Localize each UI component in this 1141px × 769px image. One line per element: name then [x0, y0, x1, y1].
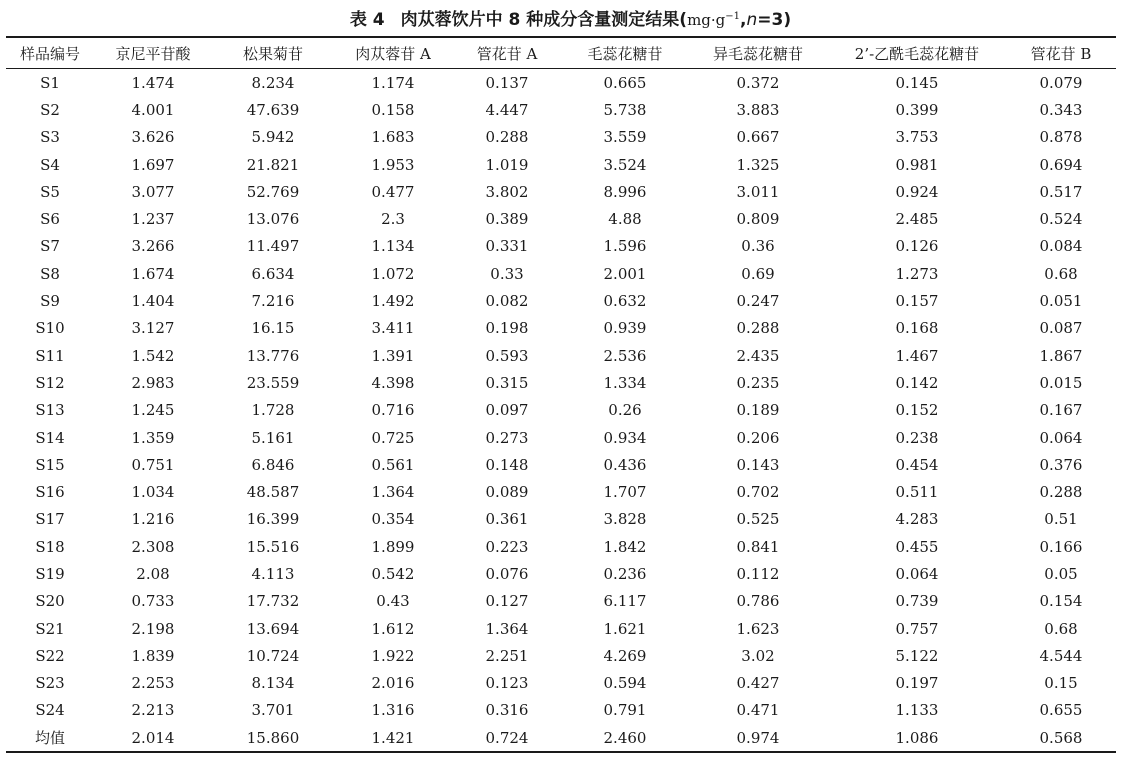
table-row: [6, 369, 1116, 396]
column-header: 样品编号: [19, 44, 80, 63]
value-cell: 8.234: [251, 73, 295, 92]
table-row: [6, 69, 1116, 97]
sample-id-cell: S1: [40, 73, 60, 92]
sample-id-cell: S19: [35, 564, 65, 583]
value-cell: 0.015: [1039, 373, 1083, 392]
sample-id-cell: S9: [40, 292, 60, 311]
value-cell: 0.878: [1039, 128, 1083, 147]
value-cell: 0.127: [485, 592, 529, 611]
value-cell: 0.372: [736, 73, 780, 92]
value-cell: 0.112: [736, 564, 780, 583]
sample-id-cell: S7: [40, 237, 60, 256]
value-cell: 0.477: [371, 182, 415, 201]
value-cell: 0.354: [371, 510, 415, 529]
value-cell: 2.213: [131, 701, 175, 720]
value-cell: 1.325: [736, 155, 780, 174]
value-cell: 0.097: [485, 401, 529, 420]
table-row: [6, 642, 1116, 669]
value-cell: 6.634: [251, 264, 295, 283]
value-cell: 0.542: [371, 564, 415, 583]
value-cell: 1.707: [603, 483, 647, 502]
value-cell: 0.517: [1039, 182, 1083, 201]
mean-row: [6, 724, 1116, 752]
column-header: 管花苷 A: [476, 44, 538, 63]
value-cell: 3.753: [895, 128, 939, 147]
value-cell: 4.544: [1039, 646, 1083, 665]
value-cell: 0.087: [1039, 319, 1083, 338]
value-cell: 0.064: [895, 564, 939, 583]
value-cell: 2.536: [603, 346, 647, 365]
value-cell: 23.559: [246, 373, 300, 392]
value-cell: 0.247: [736, 292, 780, 311]
value-cell: 0.166: [1039, 537, 1083, 556]
value-cell: 2.983: [131, 373, 175, 392]
value-cell: 0.568: [1039, 728, 1083, 747]
column-header: 异毛蕊花糖苷: [712, 44, 803, 63]
value-cell: 3.802: [485, 182, 529, 201]
sample-id-cell: S18: [35, 537, 65, 556]
value-cell: 0.051: [1039, 292, 1083, 311]
sample-id-cell: S22: [35, 646, 65, 665]
value-cell: 1.899: [371, 537, 415, 556]
value-cell: 0.436: [603, 455, 647, 474]
value-cell: 0.69: [741, 264, 775, 283]
value-cell: 0.702: [736, 483, 780, 502]
value-cell: 16.399: [246, 510, 300, 529]
table-row: [6, 151, 1116, 178]
value-cell: 0.454: [895, 455, 939, 474]
value-cell: 0.197: [895, 674, 939, 693]
value-cell: 8.134: [251, 674, 295, 693]
value-cell: 7.216: [251, 292, 295, 311]
table-row: [6, 205, 1116, 232]
caption-unit: [687, 11, 740, 29]
value-cell: 0.51: [1044, 510, 1078, 529]
value-cell: 16.15: [251, 319, 295, 338]
value-cell: 1.034: [131, 483, 175, 502]
value-cell: 2.016: [371, 674, 415, 693]
value-cell: 3.077: [131, 182, 175, 201]
value-cell: 1.072: [371, 264, 415, 283]
value-cell: 1.492: [371, 292, 415, 311]
value-cell: 0.089: [485, 483, 529, 502]
value-cell: 0.158: [371, 100, 415, 119]
value-cell: 1.867: [1039, 346, 1083, 365]
table-row: [6, 96, 1116, 123]
value-cell: 0.427: [736, 674, 780, 693]
value-cell: 0.126: [895, 237, 939, 256]
value-cell: 4.398: [371, 373, 415, 392]
column-header: 毛蕊花糖苷: [587, 44, 663, 63]
value-cell: 0.841: [736, 537, 780, 556]
value-cell: 3.524: [603, 155, 647, 174]
value-cell: 0.924: [895, 182, 939, 201]
value-cell: 0.809: [736, 210, 780, 229]
sample-id-cell: S4: [40, 155, 60, 174]
value-cell: 0.757: [895, 619, 939, 638]
value-cell: 1.474: [131, 73, 175, 92]
caption-separator: ,: [740, 10, 747, 30]
value-cell: 5.942: [251, 128, 295, 147]
table-row: [6, 342, 1116, 369]
value-cell: 3.626: [131, 128, 175, 147]
value-cell: 0.36: [741, 237, 775, 256]
table-row: [6, 478, 1116, 505]
value-cell: 1.621: [603, 619, 647, 638]
value-cell: 0.26: [608, 401, 642, 420]
value-cell: 0.137: [485, 73, 529, 92]
value-cell: 2.308: [131, 537, 175, 556]
value-cell: 0.786: [736, 592, 780, 611]
value-cell: 13.776: [246, 346, 300, 365]
table-row: [6, 397, 1116, 424]
value-cell: 13.076: [246, 210, 300, 229]
value-cell: 0.343: [1039, 100, 1083, 119]
sample-id-cell: S12: [35, 373, 65, 392]
value-cell: 1.683: [371, 128, 415, 147]
value-cell: 0.082: [485, 292, 529, 311]
value-cell: 0.084: [1039, 237, 1083, 256]
value-cell: 4.001: [131, 100, 175, 119]
value-cell: 1.019: [485, 155, 529, 174]
value-cell: 2.251: [485, 646, 529, 665]
value-cell: 2.198: [131, 619, 175, 638]
value-cell: 1.316: [371, 701, 415, 720]
value-cell: 1.674: [131, 264, 175, 283]
value-cell: 0.315: [485, 373, 529, 392]
table-row: [6, 697, 1116, 724]
value-cell: 2.460: [603, 728, 647, 747]
value-cell: 1.334: [603, 373, 647, 392]
value-cell: 2.001: [603, 264, 647, 283]
value-cell: 0.632: [603, 292, 647, 311]
caption-n-symbol: n: [746, 10, 758, 30]
value-cell: 1.728: [251, 401, 295, 420]
value-cell: 5.161: [251, 428, 295, 447]
value-cell: 0.331: [485, 237, 529, 256]
sample-id-cell: S16: [35, 483, 65, 502]
value-cell: 1.839: [131, 646, 175, 665]
table-row: [6, 615, 1116, 642]
column-header: 肉苁蓉苷 A: [355, 44, 431, 63]
value-cell: 1.086: [895, 728, 939, 747]
value-cell: 0.236: [603, 564, 647, 583]
value-cell: 0.655: [1039, 701, 1083, 720]
value-cell: 0.15: [1044, 674, 1078, 693]
value-cell: 0.148: [485, 455, 529, 474]
value-cell: 0.939: [603, 319, 647, 338]
value-cell: 2.485: [895, 210, 939, 229]
value-cell: 0.235: [736, 373, 780, 392]
table-row: [6, 560, 1116, 587]
value-cell: 8.996: [603, 182, 647, 201]
value-cell: 0.739: [895, 592, 939, 611]
value-cell: 3.828: [603, 510, 647, 529]
value-cell: 1.216: [131, 510, 175, 529]
value-cell: 1.364: [371, 483, 415, 502]
sample-id-cell: S17: [35, 510, 65, 529]
value-cell: 11.497: [246, 237, 300, 256]
value-cell: 0.525: [736, 510, 780, 529]
sample-id-cell: S14: [35, 428, 65, 447]
value-cell: 1.922: [371, 646, 415, 665]
table-body: [6, 69, 1116, 753]
value-cell: 0.288: [1039, 483, 1083, 502]
value-cell: 0.238: [895, 428, 939, 447]
value-cell: 1.623: [736, 619, 780, 638]
value-cell: 0.189: [736, 401, 780, 420]
value-cell: 0.154: [1039, 592, 1083, 611]
value-cell: 10.724: [246, 646, 300, 665]
value-cell: 3.883: [736, 100, 780, 119]
value-cell: 1.134: [371, 237, 415, 256]
value-cell: 0.934: [603, 428, 647, 447]
value-cell: 0.316: [485, 701, 529, 720]
sample-id-cell: S5: [40, 182, 60, 201]
value-cell: 3.559: [603, 128, 647, 147]
value-cell: 0.716: [371, 401, 415, 420]
value-cell: 1.359: [131, 428, 175, 447]
value-cell: 3.02: [741, 646, 775, 665]
value-cell: 6.846: [251, 455, 295, 474]
value-cell: 0.665: [603, 73, 647, 92]
value-cell: 0.974: [736, 728, 780, 747]
value-cell: 1.391: [371, 346, 415, 365]
value-cell: 0.724: [485, 728, 529, 747]
value-cell: 0.076: [485, 564, 529, 583]
sample-id-cell: S8: [40, 264, 60, 283]
value-cell: 0.561: [371, 455, 415, 474]
caption-label: 表 4: [349, 10, 385, 30]
value-cell: 1.467: [895, 346, 939, 365]
value-cell: 0.455: [895, 537, 939, 556]
value-cell: 1.542: [131, 346, 175, 365]
value-cell: 0.981: [895, 155, 939, 174]
value-cell: 3.127: [131, 319, 175, 338]
value-cell: 0.389: [485, 210, 529, 229]
sample-id-cell: S24: [35, 701, 65, 720]
value-cell: 0.725: [371, 428, 415, 447]
value-cell: 13.694: [246, 619, 300, 638]
results-table: [6, 36, 1116, 753]
value-cell: 1.697: [131, 155, 175, 174]
value-cell: 2.014: [131, 728, 175, 747]
value-cell: 0.733: [131, 592, 175, 611]
value-cell: 4.283: [895, 510, 939, 529]
table-row: [6, 233, 1116, 260]
value-cell: 0.143: [736, 455, 780, 474]
value-cell: 0.43: [376, 592, 410, 611]
sample-id-cell: S21: [35, 619, 65, 638]
value-cell: 52.769: [246, 182, 300, 201]
value-cell: 48.587: [246, 483, 300, 502]
value-cell: 1.237: [131, 210, 175, 229]
value-cell: 1.174: [371, 73, 415, 92]
value-cell: 1.421: [371, 728, 415, 747]
column-header: 管花苷 B: [1030, 44, 1092, 63]
value-cell: 0.079: [1039, 73, 1083, 92]
value-cell: 0.361: [485, 510, 529, 529]
value-cell: 5.122: [895, 646, 939, 665]
value-cell: 1.404: [131, 292, 175, 311]
table-header: [6, 37, 1116, 69]
value-cell: 2.3: [381, 210, 405, 229]
value-cell: 1.612: [371, 619, 415, 638]
value-cell: 5.738: [603, 100, 647, 119]
value-cell: 3.266: [131, 237, 175, 256]
column-header: 2’-乙酰毛蕊花糖苷: [854, 44, 980, 63]
sample-id-cell: S10: [35, 319, 65, 338]
value-cell: 0.167: [1039, 401, 1083, 420]
value-cell: 1.133: [895, 701, 939, 720]
value-cell: 0.145: [895, 73, 939, 92]
value-cell: 0.288: [736, 319, 780, 338]
value-cell: 1.245: [131, 401, 175, 420]
value-cell: 0.524: [1039, 210, 1083, 229]
table-row: [6, 124, 1116, 151]
value-cell: 0.223: [485, 537, 529, 556]
value-cell: 4.88: [608, 210, 642, 229]
value-cell: 15.860: [246, 728, 300, 747]
value-cell: 1.364: [485, 619, 529, 638]
value-cell: 0.791: [603, 701, 647, 720]
sample-id-cell: S2: [40, 100, 60, 119]
value-cell: 1.953: [371, 155, 415, 174]
table-row: [6, 424, 1116, 451]
column-header: 京尼平苷酸: [115, 44, 191, 63]
value-cell: 1.596: [603, 237, 647, 256]
table-caption: [0, 4, 1141, 33]
value-cell: 21.821: [246, 155, 300, 174]
value-cell: 0.751: [131, 455, 175, 474]
sample-id-cell: S11: [35, 346, 65, 365]
value-cell: 0.68: [1044, 619, 1078, 638]
value-cell: 0.471: [736, 701, 780, 720]
table-row: [6, 588, 1116, 615]
value-cell: 0.273: [485, 428, 529, 447]
value-cell: 4.269: [603, 646, 647, 665]
sample-id-cell: S6: [40, 210, 60, 229]
caption-n-value: =3: [757, 10, 784, 30]
sample-id-cell: S20: [35, 592, 65, 611]
value-cell: 0.376: [1039, 455, 1083, 474]
column-header: 松果菊苷: [242, 44, 303, 63]
value-cell: 1.273: [895, 264, 939, 283]
value-cell: 0.288: [485, 128, 529, 147]
value-cell: 0.123: [485, 674, 529, 693]
value-cell: 15.516: [246, 537, 300, 556]
table-row: [6, 670, 1116, 697]
table-row: [6, 260, 1116, 287]
value-cell: 3.411: [371, 319, 415, 338]
table-row: [6, 506, 1116, 533]
value-cell: 3.701: [251, 701, 295, 720]
value-cell: 47.639: [246, 100, 300, 119]
table-row: [6, 315, 1116, 342]
sample-id-cell: S15: [35, 455, 65, 474]
value-cell: 0.667: [736, 128, 780, 147]
caption-unit-base: mg·g: [687, 11, 726, 29]
header-row: [6, 37, 1116, 69]
value-cell: 0.198: [485, 319, 529, 338]
value-cell: 6.117: [603, 592, 647, 611]
sample-id-cell: S23: [35, 674, 65, 693]
value-cell: 0.594: [603, 674, 647, 693]
table-row: [6, 178, 1116, 205]
table-row: [6, 451, 1116, 478]
value-cell: 0.399: [895, 100, 939, 119]
value-cell: 4.113: [251, 564, 295, 583]
value-cell: 4.447: [485, 100, 529, 119]
value-cell: 0.511: [895, 483, 939, 502]
table-row: [6, 287, 1116, 314]
caption-paren-close: ): [783, 10, 792, 30]
value-cell: 2.435: [736, 346, 780, 365]
caption-unit-exponent: −1: [725, 11, 741, 22]
caption-paren-open: (: [679, 10, 688, 30]
value-cell: 3.011: [736, 182, 780, 201]
value-cell: 2.08: [136, 564, 170, 583]
value-cell: 0.33: [490, 264, 524, 283]
value-cell: 0.064: [1039, 428, 1083, 447]
value-cell: 0.152: [895, 401, 939, 420]
value-cell: 0.593: [485, 346, 529, 365]
sample-id-cell: S3: [40, 128, 60, 147]
caption-title: 肉苁蓉饮片中 8 种成分含量测定结果: [400, 10, 680, 30]
value-cell: 1.842: [603, 537, 647, 556]
table-row: [6, 533, 1116, 560]
sample-id-cell: 均值: [34, 729, 65, 748]
value-cell: 0.68: [1044, 264, 1078, 283]
value-cell: 0.157: [895, 292, 939, 311]
value-cell: 0.694: [1039, 155, 1083, 174]
value-cell: 0.142: [895, 373, 939, 392]
sample-id-cell: S13: [35, 401, 65, 420]
value-cell: 2.253: [131, 674, 175, 693]
value-cell: 0.206: [736, 428, 780, 447]
value-cell: 17.732: [246, 592, 300, 611]
value-cell: 0.05: [1044, 564, 1078, 583]
value-cell: 0.168: [895, 319, 939, 338]
